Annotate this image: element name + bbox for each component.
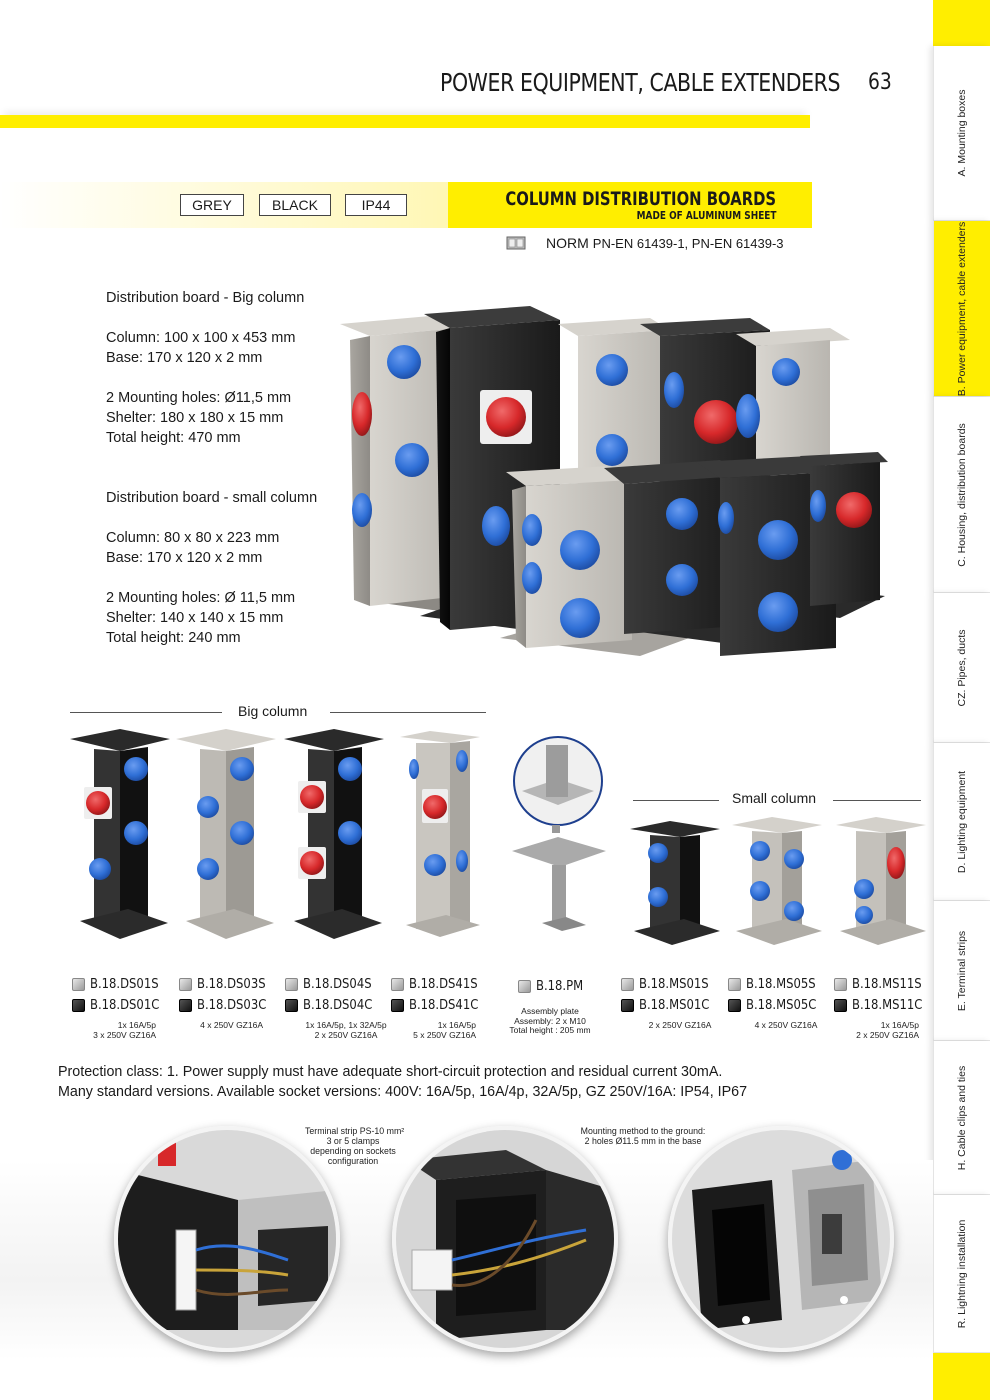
tab-power-equipment[interactable] xyxy=(933,221,990,397)
tab-lightning-installation[interactable] xyxy=(933,1195,990,1353)
detail-photo-mounting xyxy=(668,1126,894,1352)
product-code-black: B.18.DS41C xyxy=(391,996,490,1014)
spec-small-height: Total height: 240 mm xyxy=(106,630,241,646)
tab-pipes-ducts[interactable] xyxy=(933,593,990,743)
grey-swatch-icon xyxy=(621,978,634,991)
book-icon xyxy=(506,236,526,250)
detail-photo-wiring xyxy=(392,1126,618,1352)
black-swatch-icon xyxy=(728,999,741,1012)
norm-line xyxy=(506,234,784,252)
product-code-black: B.18.DS03C xyxy=(179,996,278,1014)
tag-bar xyxy=(0,182,448,228)
tag-grey: GREY xyxy=(180,194,244,216)
product-note: 1x 16A/5p 2 x 250V GZ16A xyxy=(856,1020,919,1040)
norm-label: NORM xyxy=(546,235,589,251)
black-swatch-icon xyxy=(72,999,85,1012)
tab-label: D. Lighting equipment xyxy=(956,770,968,873)
side-tabs xyxy=(933,0,990,1400)
page-header xyxy=(0,0,930,130)
grey-swatch-icon xyxy=(728,978,741,991)
spec-big-base: Base: 170 x 120 x 2 mm xyxy=(106,350,263,366)
spec-small-shelter: Shelter: 140 x 140 x 15 mm xyxy=(106,610,284,626)
tab-label: R. Lightning installation xyxy=(956,1219,968,1328)
product-note: 1x 16A/5p 3 x 250V GZ16A xyxy=(93,1020,156,1040)
product-note: 1x 16A/5p, 1x 32A/5p 2 x 250V GZ16A xyxy=(305,1020,387,1040)
product-code-grey: B.18.MS11S xyxy=(834,975,933,993)
black-swatch-icon xyxy=(179,999,192,1012)
grey-swatch-icon xyxy=(179,978,192,991)
protection-line-2: Many standard versions. Available socket versions: 400V: 16A/5p, 16A/4p, 32A/5p, GZ 250V/16A: IP54, IP67 xyxy=(58,1084,748,1100)
product-assembly-plate-image xyxy=(512,737,606,931)
spec-big-column: Column: 100 x 100 x 453 mm xyxy=(106,330,296,346)
tab-label: C. Housing, distribution boards xyxy=(956,422,968,567)
spec-small-holes: 2 Mounting holes: Ø 11,5 mm xyxy=(106,590,296,606)
page-number: 63 xyxy=(868,70,892,95)
tab-bottom-yellow-block xyxy=(933,1353,990,1400)
spec-small-column: Column: 80 x 80 x 223 mm xyxy=(106,530,280,546)
hero-product-photo xyxy=(340,300,890,670)
spec-big-shelter: Shelter: 180 x 180 x 15 mm xyxy=(106,410,284,426)
product-code-black: B.18.MS01C xyxy=(621,996,721,1014)
tag-black: BLACK xyxy=(259,194,331,216)
spec-big-height: Total height: 470 mm xyxy=(106,430,241,446)
tab-cable-clips[interactable] xyxy=(933,1041,990,1195)
black-swatch-icon xyxy=(391,999,404,1012)
detail-mounting-illustration xyxy=(672,1130,890,1348)
grey-swatch-icon xyxy=(518,980,531,993)
product-row-images xyxy=(60,725,930,955)
header-rule xyxy=(0,115,810,128)
tab-label: E. Terminal strips xyxy=(956,930,968,1011)
product-code-black: B.18.MS05C xyxy=(728,996,828,1014)
product-code-grey: B.18.PM xyxy=(518,977,591,995)
product-code-grey: B.18.MS01S xyxy=(621,975,720,993)
norm-value: PN-EN 61439-1, PN-EN 61439-3 xyxy=(592,235,784,251)
grey-swatch-icon xyxy=(391,978,404,991)
section-heading-bar xyxy=(448,182,812,228)
spec-small-heading: Distribution board - small column xyxy=(106,490,318,506)
product-code-grey: B.18.MS05S xyxy=(728,975,827,993)
tag-ip44: IP44 xyxy=(345,194,407,216)
product-ds01-image xyxy=(70,729,170,939)
product-ms11-image xyxy=(836,817,926,945)
product-note: 4 x 250V GZ16A xyxy=(200,1020,263,1030)
product-ms01-image xyxy=(630,821,720,945)
tab-terminal-strips[interactable] xyxy=(933,901,990,1041)
section-title: COLUMN DISTRIBUTION BOARDS xyxy=(505,188,776,210)
tab-label: CZ. Pipes, ducts xyxy=(956,628,968,707)
protection-line-1: Protection class: 1. Power supply must have adequate short-circuit protection and residual current 30mA. xyxy=(58,1064,723,1080)
product-note: Assembly plate Assembly: 2 x M10 Total height : 205 mm xyxy=(509,1006,591,1035)
black-swatch-icon xyxy=(285,999,298,1012)
black-swatch-icon xyxy=(834,999,847,1012)
product-code-black: B.18.MS11C xyxy=(834,996,934,1014)
product-code-black: B.18.DS04C xyxy=(285,996,384,1014)
spec-big-holes: 2 Mounting holes: Ø11,5 mm xyxy=(106,390,292,406)
product-code-grey: B.18.DS03S xyxy=(179,975,277,993)
detail-photo-terminal xyxy=(114,1126,340,1352)
terminal-strip-caption: Terminal strip PS-10 mm² 3 or 5 clamps depending on sockets configuration xyxy=(305,1126,405,1166)
group-rule xyxy=(70,712,222,713)
product-note: 2 x 250V GZ16A xyxy=(648,1020,712,1030)
black-swatch-icon xyxy=(621,999,634,1012)
category-strip xyxy=(0,182,812,228)
tab-label: A. Mounting boxes xyxy=(956,89,968,177)
product-code-black: B.18.DS01C xyxy=(72,996,171,1014)
tab-label: B. Power equipment, cable extenders xyxy=(956,221,968,396)
grey-swatch-icon xyxy=(285,978,298,991)
mounting-caption: Mounting method to the ground: 2 holes Ø11.5 mm in the base xyxy=(580,1126,706,1146)
product-note: 1x 16A/5p 5 x 250V GZ16A xyxy=(413,1020,476,1040)
tab-mounting-boxes[interactable] xyxy=(933,46,990,221)
page-title: POWER EQUIPMENT, CABLE EXTENDERS xyxy=(440,68,841,97)
spec-small-base: Base: 170 x 120 x 2 mm xyxy=(106,550,263,566)
product-ds04-image xyxy=(284,729,384,939)
detail-wiring-illustration xyxy=(396,1130,614,1348)
group-rule xyxy=(330,712,486,713)
tab-label: H. Cable clips and ties xyxy=(956,1065,968,1170)
product-ds41-image xyxy=(400,731,480,937)
product-ms05-image xyxy=(732,817,822,945)
product-code-grey: B.18.DS04S xyxy=(285,975,383,993)
detail-terminal-illustration xyxy=(118,1130,336,1348)
grey-swatch-icon xyxy=(834,978,847,991)
grey-swatch-icon xyxy=(72,978,85,991)
tab-lighting-equipment[interactable] xyxy=(933,743,990,901)
product-code-grey: B.18.DS41S xyxy=(391,975,489,993)
small-column-label: Small column xyxy=(722,790,826,806)
big-column-label: Big column xyxy=(228,703,317,719)
product-note: 4 x 250V GZ16A xyxy=(754,1020,818,1030)
spec-big-heading: Distribution board - Big column xyxy=(106,290,305,306)
product-ds03-image xyxy=(176,729,276,939)
tab-housing[interactable] xyxy=(933,397,990,593)
protection-info xyxy=(58,1062,747,1102)
tab-top-yellow-block xyxy=(933,0,990,46)
section-subtitle: MADE OF ALUMINUM SHEET xyxy=(636,210,776,222)
specifications xyxy=(106,288,346,648)
product-code-grey: B.18.DS01S xyxy=(72,975,170,993)
